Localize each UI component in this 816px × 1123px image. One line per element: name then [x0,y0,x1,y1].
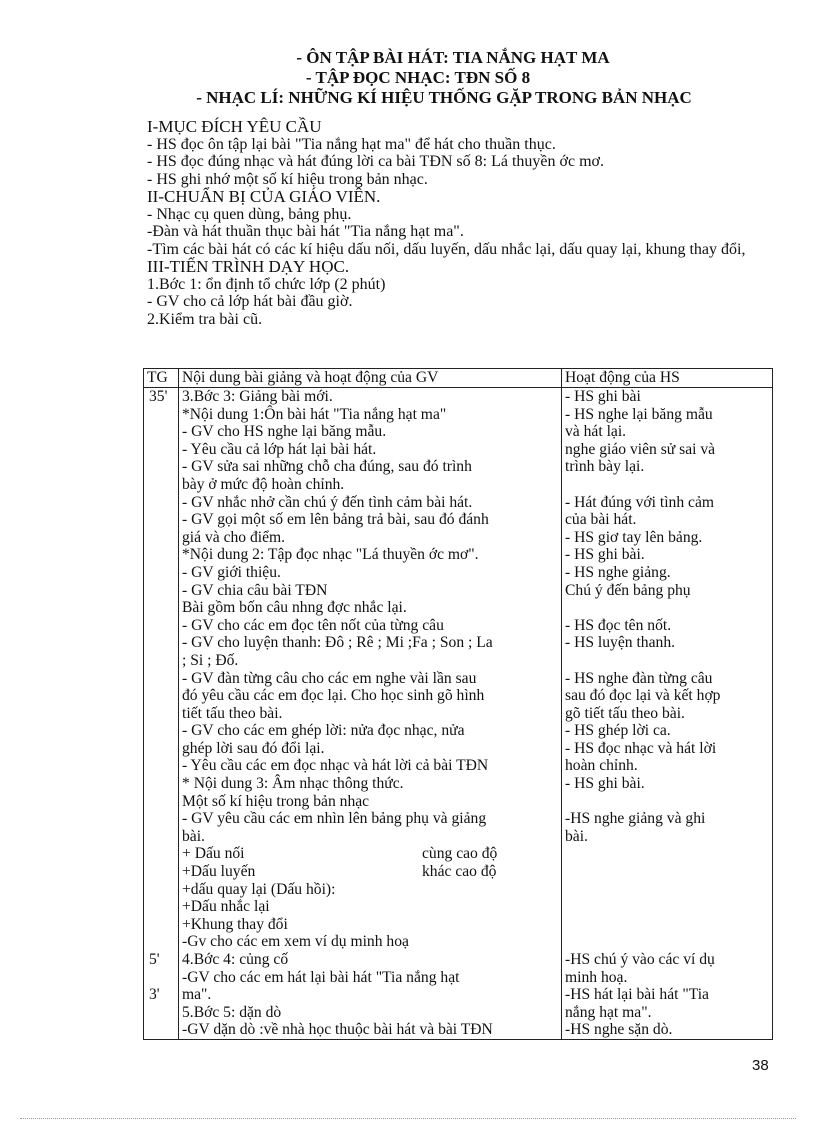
gv-line-pair [182,863,558,881]
hs-line: bài. [565,827,588,845]
hs-line: -HS chú ý vào các ví dụ [565,951,715,968]
gv-note: khác cao độ [422,863,497,881]
hs-line [565,933,769,951]
hs-line [565,476,769,494]
hs-line: -HS nghe giảng và ghi [565,810,706,828]
title-line-2: - TẬP ĐỌC NHẠC: TĐN SỐ 8 [305,68,531,87]
hs-line: nghe giáo viên sử sai và [565,440,716,458]
gv-line: - GV nhắc nhở cần chú ý đến tình cảm bài hát. [182,493,473,511]
hs-line: - HS ghi bài. [565,546,645,564]
section-2-item: -Tìm các bài hát có các kí hiệu dấu nối, dấu luyến, dấu nhắc lại, dấu quay lại, khung thay đổi, [147,240,746,258]
gv-line: +Khung thay đổi [182,915,288,933]
gv-line: * Nội dung 3: Âm nhạc thông thức. [182,775,404,793]
gv-line: - GV cho HS nghe lại băng mẫu. [182,423,387,441]
hs-line: - HS đọc nhạc và hát lời [565,739,717,757]
hs-line: - HS luyện thanh. [565,634,676,652]
section-1-item: - HS ghi nhớ một số kí hiệu trong bản nhạc. [147,170,428,188]
hs-cell [562,388,773,1040]
hs-line: - HS nghe lại băng mẫu [565,405,713,423]
gv-line: - GV cho các em đọc tên nốt của từng câu [182,616,444,634]
gv-line: -GV cho các em hát lại bài hát "Tia nắng hạt [182,968,460,986]
section-3-item: 1.Bớc 1: ổn định tổ chức lớp (2 phút) [147,275,386,293]
hs-line: trình bày lại. [565,458,645,476]
lesson-table [143,368,773,1040]
hs-line: gõ tiết tấu theo bài. [565,704,685,722]
gv-line: - GV yêu cầu các em nhìn lên bảng phụ và giảng [182,810,487,828]
hs-line: minh hoạ. [565,968,628,986]
section-2-item: -Đàn và hát thuần thục bài hát "Tia nắng hạt ma". [147,223,464,240]
gv-line: 3.Bớc 3: Giảng bài mới. [182,388,333,405]
gv-line: ghép lời sau đó đổi lại. [182,739,325,757]
hs-line [565,916,769,934]
section-2-item: - Nhạc cụ quen dùng, bảng phụ. [147,205,352,223]
gv-line: 4.Bớc 4: củng cố [182,951,289,968]
section-2-heading: II-CHUẨN BỊ CỦA GIÁO VIÊN. [147,187,381,206]
hs-line: nắng hạt ma". [565,1003,652,1021]
table-row [144,388,773,1040]
hs-line: -HS hát lại bài hát "Tia [565,986,709,1004]
gv-line: +dấu quay lại (Dấu hồi): [182,880,336,898]
hs-line: -HS nghe sặn dò. [565,1021,673,1039]
hs-line: Chú ý đến bảng phụ [565,581,691,599]
gv-line: đó yêu cầu các em đọc lại. Cho học sinh gõ hình [182,687,485,705]
section-3-item: - GV cho cả lớp hát bài đầu giờ. [147,293,353,310]
gv-note: cùng cao độ [422,845,498,863]
section-3-heading: III-TIẾN TRÌNH DẠY HỌC. [147,257,350,276]
gv-line: - Yêu cầu cả lớp hát lại bài hát. [182,440,377,458]
gv-line: - GV đàn từng câu cho các em nghe vài lần sau [182,669,477,687]
hs-line [565,845,769,863]
section-1-heading: I-MỤC ĐÍCH YÊU CẦU [147,117,322,136]
section-1-item: - HS đọc đúng nhạc và hát đúng lời ca bài TĐN số 8: Lá thuyền ớc mơ. [147,153,604,170]
hs-line [565,881,769,899]
title-line-1: - ÔN TẬP BÀI HÁT: TIA NẮNG HẠT MA [296,48,610,67]
hs-line [565,652,769,670]
tg-value: 3' [149,986,160,1003]
gv-line: - GV gọi một số em lên bảng trả bài, sau đó đánh [182,511,489,529]
gv-line: - Yêu cầu các em đọc nhạc và hát lời cả bài TĐN [182,757,489,775]
section-1-item: - HS đọc ôn tập lại bài "Tia nắng hạt ma" để hát cho thuần thục. [147,135,556,153]
gv-line: - GV sửa sai những chỗ cha đúng, sau đó trình [182,458,472,476]
hs-line: - HS nghe đàn từng câu [565,669,713,687]
hs-line [565,898,769,916]
header-tg: TG [144,369,179,388]
gv-line: *Nội dung 1:Ôn bài hát "Tia nắng hạt ma" [182,405,447,423]
hs-line: - HS nghe giảng. [565,563,671,581]
gv-line: bài. [182,827,205,845]
page-number: 38 [752,1057,769,1074]
gv-line: ma". [182,986,212,1004]
gv-line: +Dấu luyến [182,863,256,881]
tg-value: 5' [149,951,160,968]
title-block [0,48,816,108]
header-hs: Hoạt động của HS [562,369,773,388]
gv-line: Bài gồm bốn câu nhng đợc nhắc lại. [182,599,407,617]
gv-line: giá và cho điểm. [182,528,286,546]
gv-line-pair [182,845,558,863]
intro-sections [147,118,767,328]
hs-line: - HS ghi bài. [565,775,645,793]
gv-line: -GV dặn dò :về nhà học thuộc bài hát và bài TĐN [182,1021,493,1039]
gv-line: + Dấu nối [182,845,245,863]
tg-value: 35' [149,388,168,405]
gv-line: tiết tấu theo bài. [182,704,283,722]
page-bottom-border [20,1118,796,1119]
hs-line: của bài hát. [565,511,637,529]
hs-line [565,793,769,811]
gv-line: ; Si ; Đố. [182,651,239,669]
hs-line [565,599,769,617]
gv-line: 5.Bớc 5: dặn dò [182,1003,282,1021]
table-header-row [144,369,773,388]
tg-cell [144,388,179,1040]
hs-line: - HS giơ tay lên bảng. [565,528,703,546]
gv-line: - GV cho các em ghép lời: nửa đọc nhạc, nửa [182,722,465,740]
gv-line: Một số kí hiệu trong bản nhạc [182,792,370,810]
gv-cell [179,388,562,1040]
header-gv: Nội dung bài giảng và hoạt động của GV [179,369,562,388]
hs-line: hoàn chỉnh. [565,757,638,775]
hs-line: - HS ghép lời ca. [565,722,671,740]
gv-line: -Gv cho các em xem ví dụ minh hoạ [182,933,409,951]
hs-line [565,863,769,881]
hs-line: - Hát đúng với tình cảm [565,493,714,511]
gv-line: - GV cho luyện thanh: Đô ; Rê ; Mi ;Fa ; Son ; La [182,634,493,652]
hs-line: - HS ghi bài [565,388,641,405]
hs-line: sau đó đọc lại và kết hợp [565,687,721,705]
gv-line: - GV giới thiệu. [182,563,281,581]
gv-line: bày ở mức độ hoàn chỉnh. [182,475,345,493]
title-line-3: - NHẠC LÍ: NHỮNG KÍ HIỆU THỐNG GẶP TRONG BẢN NHẠC [196,88,692,107]
gv-line: +Dấu nhắc lại [182,898,270,916]
section-3-item: 2.Kiểm tra bài cũ. [147,310,263,328]
hs-line: và hát lại. [565,423,627,441]
gv-line: - GV chia câu bài TĐN [182,581,328,599]
hs-line: - HS đọc tên nốt. [565,616,672,634]
gv-line: *Nội dung 2: Tập đọc nhạc "Lá thuyền ớc mơ". [182,546,479,564]
